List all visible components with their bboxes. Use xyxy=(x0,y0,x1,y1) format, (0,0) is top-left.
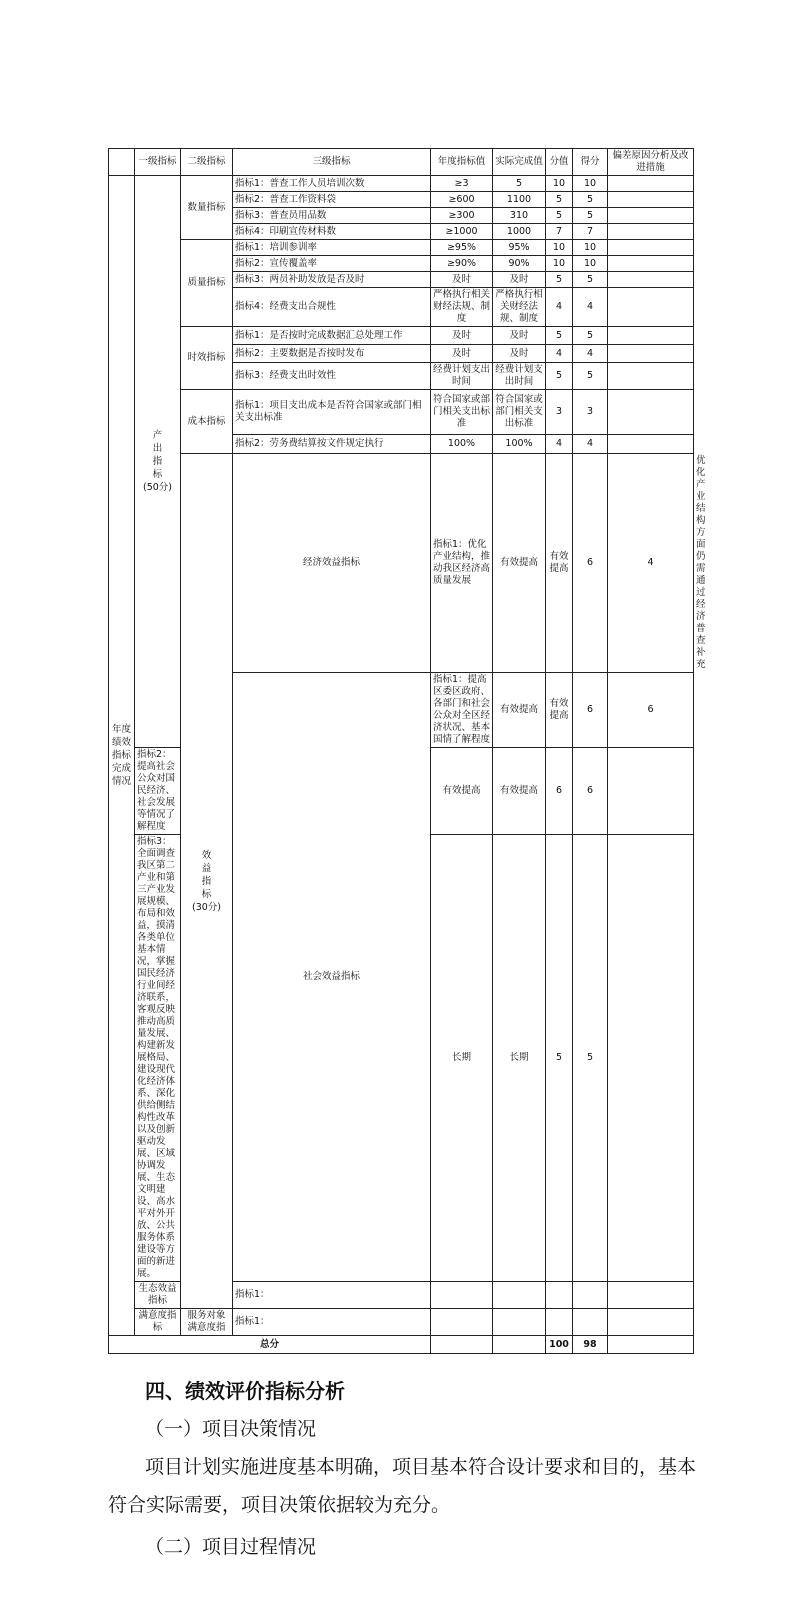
cell-actual: 有效提高 xyxy=(546,673,573,748)
cell-target: 及时 xyxy=(431,272,493,288)
cell-target: 及时 xyxy=(431,327,493,345)
cell-actual: 有效提高 xyxy=(546,454,573,673)
cell-score: 10 xyxy=(573,176,608,192)
cell-weight: 5 xyxy=(546,272,573,288)
cell-actual: 经费计划支出时间 xyxy=(493,363,546,390)
tertiary-indicator: 指标1：培训参训率 xyxy=(233,240,431,256)
total-actual xyxy=(493,1336,546,1354)
table-row xyxy=(109,390,694,435)
secondary-indicator: 质量指标 xyxy=(181,240,233,327)
cell-weight: 5 xyxy=(546,327,573,345)
cell-target: 有效提高 xyxy=(431,748,493,835)
document-body xyxy=(108,0,706,1602)
table-row xyxy=(109,327,694,345)
cell-target xyxy=(431,1282,493,1309)
cell-note xyxy=(608,1282,694,1309)
cell-target: ≥90% xyxy=(431,256,493,272)
tertiary-indicator: 指标2：主要数据是否按时发布 xyxy=(233,345,431,363)
total-label: 总分 xyxy=(109,1336,431,1354)
cell-actual: 1000 xyxy=(493,224,546,240)
cell-weight: 7 xyxy=(546,224,573,240)
tertiary-indicator: 指标1： xyxy=(233,1282,431,1309)
cell-target: 经费计划支出时间 xyxy=(431,363,493,390)
cell-target: ≥600 xyxy=(431,192,493,208)
cell-note xyxy=(608,748,694,835)
cell-weight: 10 xyxy=(546,176,573,192)
cell-note xyxy=(608,835,694,1282)
cell-score: 6 xyxy=(573,748,608,835)
cell-note xyxy=(608,192,694,208)
cell-weight: 5 xyxy=(546,192,573,208)
cell-score: 3 xyxy=(573,390,608,435)
tertiary-indicator: 指标1：提高区委区政府、各部门和社会公众对全区经济状况、基本国情了解程度 xyxy=(431,673,493,748)
cell-score: 5 xyxy=(573,272,608,288)
cell-weight: 5 xyxy=(546,835,573,1282)
column-header: 一级指标 xyxy=(135,149,181,176)
cell-score xyxy=(573,1309,608,1336)
cell-score: 4 xyxy=(573,288,608,327)
cell-score: 4 xyxy=(573,345,608,363)
section-label: 年度绩效指标完成情况 xyxy=(109,176,135,1336)
cell-weight xyxy=(546,1282,573,1309)
cell-weight: 4 xyxy=(546,435,573,454)
cell-weight xyxy=(546,1309,573,1336)
cell-note xyxy=(608,224,694,240)
cell-weight: 5 xyxy=(546,363,573,390)
column-header: 偏差原因分析及改进措施 xyxy=(608,149,694,176)
output-indicator-label xyxy=(135,176,181,748)
cell-weight: 10 xyxy=(546,240,573,256)
cell-target: 长期 xyxy=(431,835,493,1282)
secondary-indicator: 经济效益指标 xyxy=(233,454,431,673)
table-row xyxy=(109,1309,694,1336)
table-row xyxy=(109,240,694,256)
cell-target: 100% xyxy=(431,435,493,454)
cell-score: 5 xyxy=(573,192,608,208)
tertiary-indicator: 指标3：全面调查我区第二产业和第三产业发展规模、布局和效益，摸清各类单位基本情况，掌握国民经济行业间经济联系，客观反映推动高质量发展、构建新发展格局、建设现代化经济体系、深化供给侧结构性改革以及创新驱动发展、区域协调发展、生态文明建设、高水平对外开放、公共服务体系建设等方面的新进展。 xyxy=(135,835,181,1282)
total-score: 98 xyxy=(573,1336,608,1354)
cell-actual xyxy=(493,1309,546,1336)
cell-weight: 3 xyxy=(546,390,573,435)
total-weight: 100 xyxy=(546,1336,573,1354)
cell-target: ≥95% xyxy=(431,240,493,256)
cell-target: ≥300 xyxy=(431,208,493,224)
tertiary-indicator: 指标3：普查员用品数 xyxy=(233,208,431,224)
cell-actual: 及时 xyxy=(493,345,546,363)
cell-actual: 90% xyxy=(493,256,546,272)
tertiary-indicator: 指标1：项目支出成本是否符合国家或部门相关支出标准 xyxy=(233,390,431,435)
cell-note xyxy=(608,1309,694,1336)
cell-score: 7 xyxy=(573,224,608,240)
cell-actual: 5 xyxy=(493,176,546,192)
cell-actual: 1100 xyxy=(493,192,546,208)
cell-weight: 6 xyxy=(573,673,608,748)
section-heading: 四、绩效评价指标分析 xyxy=(145,1379,345,1403)
score: (30分) xyxy=(191,901,221,913)
cell-target: 有效提高 xyxy=(493,454,546,673)
subheading-process: （二）项目过程情况 xyxy=(145,1536,317,1558)
benefit-indicator-label xyxy=(181,454,233,1309)
cell-target: ≥1000 xyxy=(431,224,493,240)
cell-weight: 4 xyxy=(546,288,573,327)
tertiary-indicator: 指标1：优化产业结构，推动我区经济高质量发展 xyxy=(431,454,493,673)
cell-score: 5 xyxy=(573,327,608,345)
cell-score: 5 xyxy=(573,208,608,224)
body-paragraph: 项目计划实施进度基本明确，项目基本符合设计要求和目的，基本符合实际需要，项目决策依据较为充分。 xyxy=(108,1456,697,1516)
cell-weight: 4 xyxy=(546,345,573,363)
cell-weight: 6 xyxy=(546,748,573,835)
satisfaction-indicator: 满意度指标 xyxy=(135,1309,181,1336)
cell-note xyxy=(608,288,694,327)
cell-note xyxy=(608,435,694,454)
score: (50分) xyxy=(142,482,172,493)
cell-note xyxy=(608,176,694,192)
tertiary-indicator: 指标2：劳务费结算按文件规定执行 xyxy=(233,435,431,454)
cell-actual: 严格执行相关财经法规、制度 xyxy=(493,288,546,327)
cell-target: 严格执行相关财经法规、制度 xyxy=(431,288,493,327)
cell-weight: 10 xyxy=(546,256,573,272)
cell-note xyxy=(608,272,694,288)
cell-note xyxy=(608,327,694,345)
cell-note xyxy=(608,390,694,435)
secondary-indicator: 时效指标 xyxy=(181,327,233,390)
total-note xyxy=(608,1336,694,1354)
cell-note xyxy=(608,208,694,224)
column-header: 二级指标 xyxy=(181,149,233,176)
cell-score: 5 xyxy=(573,363,608,390)
cell-actual xyxy=(493,1282,546,1309)
cell-weight: 5 xyxy=(546,208,573,224)
subheading-decision: （一）项目决策情况 xyxy=(145,1418,317,1440)
cell-note xyxy=(608,240,694,256)
cell-target: ≥3 xyxy=(431,176,493,192)
column-header: 年度指标值 xyxy=(431,149,493,176)
tertiary-indicator: 指标2：提高社会公众对国民经济、社会发展等情况了解程度 xyxy=(135,748,181,835)
tertiary-indicator: 指标4：印刷宣传材料数 xyxy=(233,224,431,240)
cell-target: 及时 xyxy=(431,345,493,363)
tertiary-indicator: 指标3：经费支出时效性 xyxy=(233,363,431,390)
tertiary-indicator: 指标4：经费支出合规性 xyxy=(233,288,431,327)
cell-weight: 6 xyxy=(573,454,608,673)
cell-score: 10 xyxy=(573,256,608,272)
cell-score: 10 xyxy=(573,240,608,256)
secondary-indicator: 服务对象满意度指 xyxy=(181,1309,233,1336)
total-target xyxy=(431,1336,493,1354)
tertiary-indicator: 指标1：普查工作人员培训次数 xyxy=(233,176,431,192)
cell-actual: 95% xyxy=(493,240,546,256)
cell-note xyxy=(608,256,694,272)
blank-header-cell xyxy=(109,149,135,176)
cell-actual: 及时 xyxy=(493,327,546,345)
column-header: 实际完成值 xyxy=(493,149,546,176)
performance-indicator-table xyxy=(108,148,706,1354)
table-row xyxy=(109,149,694,176)
secondary-indicator: 社会效益指标 xyxy=(233,673,431,1282)
cell-target: 有效提高 xyxy=(493,673,546,748)
cell-score: 4 xyxy=(608,454,694,673)
cell-actual: 310 xyxy=(493,208,546,224)
tertiary-indicator: 指标2：普查工作资料袋 xyxy=(233,192,431,208)
secondary-indicator: 成本指标 xyxy=(181,390,233,454)
cell-actual: 长期 xyxy=(493,835,546,1282)
tertiary-indicator: 指标3：两员补助发放是否及时 xyxy=(233,272,431,288)
cell-score: 4 xyxy=(573,435,608,454)
cell-score: 6 xyxy=(608,673,694,748)
table-row xyxy=(109,1336,694,1354)
column-header: 分值 xyxy=(546,149,573,176)
secondary-indicator: 生态效益指标 xyxy=(135,1282,181,1309)
column-header: 得分 xyxy=(573,149,608,176)
cell-actual: 100% xyxy=(493,435,546,454)
cell-score: 5 xyxy=(573,835,608,1282)
column-header: 三级指标 xyxy=(233,149,431,176)
tertiary-indicator: 指标1：是否按时完成数据汇总处理工作 xyxy=(233,327,431,345)
tertiary-indicator: 指标2：宣传覆盖率 xyxy=(233,256,431,272)
label: 产出指标 xyxy=(152,430,163,480)
cell-actual: 及时 xyxy=(493,272,546,288)
tertiary-indicator: 指标1： xyxy=(233,1309,431,1336)
secondary-indicator: 数量指标 xyxy=(181,176,233,240)
cell-score xyxy=(573,1282,608,1309)
table-row: 效益指标 (30分) 经济效益指标 指标1：优化产业结构，推动我区经济高质量发展 有效提高 有效提高 6 4 优化产业结构方面仍需通过经济普查补充 xyxy=(109,454,694,673)
cell-actual: 符合国家或部门相关支出标准 xyxy=(493,390,546,435)
cell-target: 符合国家或部门相关支出标准 xyxy=(431,390,493,435)
cell-target xyxy=(431,1309,493,1336)
cell-actual: 有效提高 xyxy=(493,748,546,835)
cell-note xyxy=(608,363,694,390)
table-row xyxy=(109,176,694,192)
cell-note xyxy=(608,345,694,363)
label: 效益指标 xyxy=(201,849,212,900)
